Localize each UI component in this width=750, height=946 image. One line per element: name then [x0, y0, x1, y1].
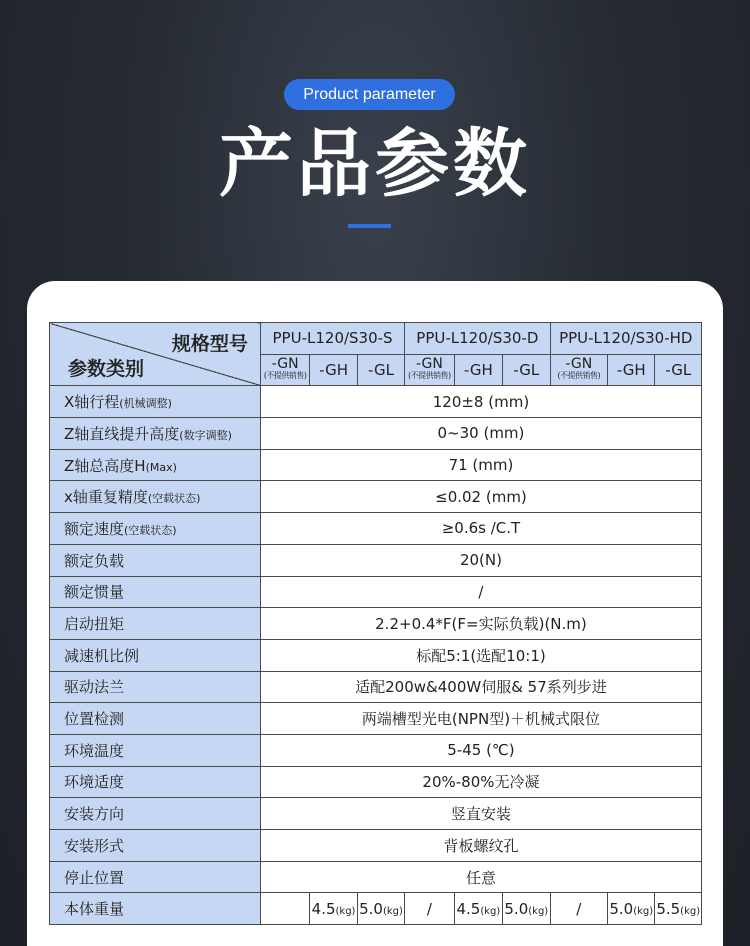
param-label: 额定惯量: [50, 576, 261, 608]
param-value: 2.2+0.4*F(F=实际负载)(N.m): [260, 608, 701, 640]
model-header: PPU-L120/S30-HD: [550, 323, 701, 355]
param-label: 驱动法兰: [50, 671, 261, 703]
weight-cell: 5.0(kg): [608, 893, 655, 925]
param-value: 任意: [260, 861, 701, 893]
table-row: [50, 861, 702, 893]
weight-cell: 5.0(kg): [357, 893, 404, 925]
table-row-weight: [50, 893, 702, 925]
variant-gn-header: -GN (不提供销售): [405, 354, 454, 386]
variant-gn-header: -GN (不提供销售): [260, 354, 309, 386]
param-label: 位置检测: [50, 703, 261, 735]
page-title: 产品参数: [219, 121, 531, 207]
table-row: [50, 703, 702, 735]
param-label: 额定负载: [50, 544, 261, 576]
weight-cell: /: [405, 893, 454, 925]
weight-cell: 5.5(kg): [655, 893, 702, 925]
param-value: 71 (mm): [260, 449, 701, 481]
weight-cell: 5.0(kg): [503, 893, 550, 925]
param-label: 停止位置: [50, 861, 261, 893]
table-row: [50, 418, 702, 450]
table-row: [50, 766, 702, 798]
table-row: [50, 671, 702, 703]
param-label: Z轴总高度H(Max): [50, 449, 261, 481]
table-row: [50, 544, 702, 576]
table-row: [50, 798, 702, 830]
corner-model-label: 规格型号: [171, 333, 248, 355]
param-label: 环境温度: [50, 734, 261, 766]
variant-gh-header: -GH: [454, 354, 502, 386]
table-row: [50, 481, 702, 513]
param-label: 安装形式: [50, 830, 261, 862]
param-label: x轴重复精度(空载状态): [50, 481, 261, 513]
param-value: 背板螺纹孔: [260, 830, 701, 862]
table-row: [50, 608, 702, 640]
param-value: 20(N): [260, 544, 701, 576]
model-header: PPU-L120/S30-S: [260, 323, 404, 355]
weight-cell: 4.5(kg): [454, 893, 502, 925]
variant-gn-header: -GN (不提供销售): [550, 354, 608, 386]
param-value: ≥0.6s /C.T: [260, 513, 701, 545]
param-value: 两端槽型光电(NPN型)＋机械式限位: [260, 703, 701, 735]
param-label: X轴行程(机械调整): [50, 386, 261, 418]
param-value: ≤0.02 (mm): [260, 481, 701, 513]
param-value: 竖直安装: [260, 798, 701, 830]
param-value: 0~30 (mm): [260, 418, 701, 450]
corner-param-label: 参数类别: [68, 358, 145, 381]
variant-gh-header: -GH: [310, 354, 357, 386]
param-value: 20%-80%无冷凝: [260, 766, 701, 798]
weight-cell: [260, 893, 309, 925]
table-row: [50, 576, 702, 608]
table-row: [50, 830, 702, 862]
param-label: 减速机比例: [50, 639, 261, 671]
param-label: 额定速度(空载状态): [50, 513, 261, 545]
variant-gh-header: -GH: [608, 354, 655, 386]
spec-table: [49, 322, 702, 925]
table-row: [50, 513, 702, 545]
variant-gl-header: -GL: [357, 354, 404, 386]
param-value: /: [260, 576, 701, 608]
header-corner-cell: [50, 323, 261, 386]
param-label: 本体重量: [50, 893, 261, 925]
weight-cell: 4.5(kg): [310, 893, 357, 925]
table-row: [50, 386, 702, 418]
param-value: 标配5:1(选配10:1): [260, 639, 701, 671]
title-underline: [348, 224, 391, 228]
table-row: [50, 639, 702, 671]
table-row: [50, 449, 702, 481]
param-value: 适配200w&400W伺服& 57系列步进: [260, 671, 701, 703]
product-parameter-badge: Product parameter: [284, 79, 455, 110]
param-label: 环境适度: [50, 766, 261, 798]
param-value: 120±8 (mm): [260, 386, 701, 418]
param-label: Z轴直线提升高度(数字调整): [50, 418, 261, 450]
weight-cell: /: [550, 893, 608, 925]
param-label: 安装方向: [50, 798, 261, 830]
param-value: 5-45 (℃): [260, 734, 701, 766]
table-row: [50, 734, 702, 766]
param-label: 启动扭矩: [50, 608, 261, 640]
variant-gl-header: -GL: [503, 354, 550, 386]
variant-gl-header: -GL: [655, 354, 702, 386]
model-header: PPU-L120/S30-D: [405, 323, 550, 355]
